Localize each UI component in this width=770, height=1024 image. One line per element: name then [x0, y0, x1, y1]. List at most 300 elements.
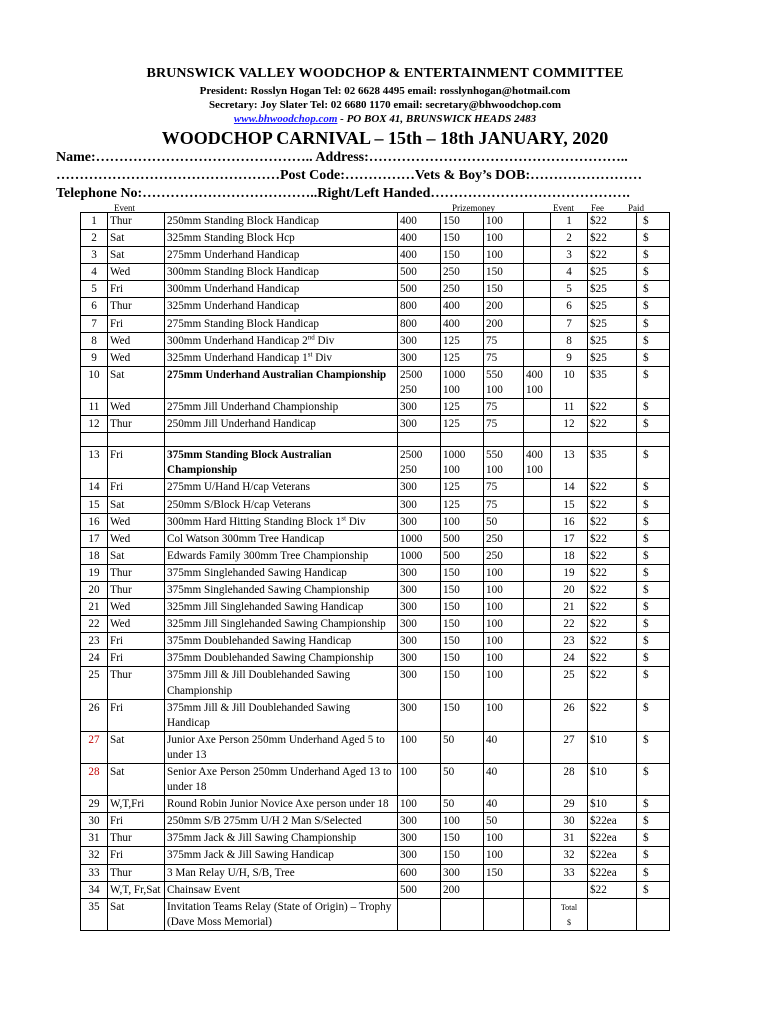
- row-prize-2: 150: [441, 581, 484, 598]
- row-event-number: 15: [551, 496, 588, 513]
- row-prize-2: 500: [441, 530, 484, 547]
- row-prize-2: 150: [441, 599, 484, 616]
- row-fee: $22: [588, 564, 637, 581]
- row-fee: $22: [588, 633, 637, 650]
- row-prize-4: [524, 349, 551, 366]
- row-fee: $22: [588, 547, 637, 564]
- row-paid[interactable]: $: [637, 864, 670, 881]
- row-prize-4: [524, 813, 551, 830]
- row-event-name: 3 Man Relay U/H, S/B, Tree: [165, 864, 398, 881]
- row-number: 14: [81, 479, 108, 496]
- row-prize-1: 400: [398, 213, 441, 230]
- spacer-cell: [81, 433, 108, 447]
- row-prize-2: 200: [441, 881, 484, 898]
- table-row: [81, 547, 670, 564]
- row-paid[interactable]: $: [637, 230, 670, 247]
- row-paid[interactable]: $: [637, 298, 670, 315]
- row-paid[interactable]: $: [637, 581, 670, 598]
- row-prize-3: 40: [484, 796, 524, 813]
- table-row: [81, 796, 670, 813]
- row-prize-4: [524, 830, 551, 847]
- table-row: [81, 699, 670, 731]
- events-table: [80, 212, 670, 931]
- row-event-name: 375mm Singlehanded Sawing Championship: [165, 581, 398, 598]
- row-day: Sat: [108, 496, 165, 513]
- row-number: 3: [81, 247, 108, 264]
- row-event-name: 300mm Underhand Handicap: [165, 281, 398, 298]
- row-event-number: 17: [551, 530, 588, 547]
- row-event-number: 32: [551, 847, 588, 864]
- row-event-name: 375mm Standing Block Australian Championship: [165, 447, 398, 479]
- row-day: Fri: [108, 813, 165, 830]
- table-row: [81, 813, 670, 830]
- row-paid[interactable]: $: [637, 881, 670, 898]
- row-prize-1: 300: [398, 699, 441, 731]
- row-paid[interactable]: [637, 898, 670, 930]
- row-paid[interactable]: $: [637, 264, 670, 281]
- row-fee: $25: [588, 332, 637, 349]
- row-event-name: Edwards Family 300mm Tree Championship: [165, 547, 398, 564]
- row-prize-2: 150: [441, 667, 484, 699]
- row-day: W,T,Fri: [108, 796, 165, 813]
- row-prize-1: [398, 898, 441, 930]
- row-prize-1: 300: [398, 564, 441, 581]
- row-day: Sat: [108, 898, 165, 930]
- row-paid[interactable]: $: [637, 213, 670, 230]
- row-prize-4: [524, 898, 551, 930]
- row-day: Thur: [108, 581, 165, 598]
- table-row: [81, 315, 670, 332]
- row-prize-3: 550 100: [484, 366, 524, 398]
- row-day: Sat: [108, 764, 165, 796]
- row-prize-2: 100: [441, 513, 484, 530]
- row-day: Sat: [108, 230, 165, 247]
- row-day: Fri: [108, 447, 165, 479]
- row-day: Sat: [108, 547, 165, 564]
- row-prize-3: [484, 898, 524, 930]
- row-prize-4: [524, 547, 551, 564]
- row-prize-2: 150: [441, 650, 484, 667]
- col-head-paid: Paid: [628, 203, 645, 213]
- row-fee: $22: [588, 213, 637, 230]
- row-fee: $22: [588, 650, 637, 667]
- row-event-name: Junior Axe Person 250mm Underhand Aged 5 to under 13: [165, 731, 398, 763]
- row-prize-1: 100: [398, 796, 441, 813]
- row-prize-1: 300: [398, 633, 441, 650]
- row-event-name: 275mm Underhand Handicap: [165, 247, 398, 264]
- row-event-number: 19: [551, 564, 588, 581]
- row-paid[interactable]: $: [637, 416, 670, 433]
- form-line-name[interactable]: Name:……………………………………….. Address:………………………………………………..: [56, 150, 628, 165]
- row-prize-2: 1000 100: [441, 366, 484, 398]
- row-prize-3: 75: [484, 496, 524, 513]
- row-event-number: 18: [551, 547, 588, 564]
- row-event-name: 275mm Standing Block Handicap: [165, 315, 398, 332]
- row-prize-2: 150: [441, 230, 484, 247]
- row-number: 30: [81, 813, 108, 830]
- president-line: President: Rosslyn Hogan Tel: 02 6628 4495 email: rosslynhogan@hotmail.com: [199, 85, 571, 97]
- row-paid[interactable]: $: [637, 813, 670, 830]
- col-head-event: Event: [114, 203, 135, 213]
- row-prize-3: 100: [484, 633, 524, 650]
- row-prize-3: 100: [484, 599, 524, 616]
- row-number: 15: [81, 496, 108, 513]
- spacer-cell: [398, 433, 441, 447]
- row-day: Fri: [108, 650, 165, 667]
- row-paid[interactable]: $: [637, 513, 670, 530]
- row-event-name: 325mm Jill Singlehanded Sawing Handicap: [165, 599, 398, 616]
- spacer-cell: [551, 433, 588, 447]
- row-prize-3: 250: [484, 547, 524, 564]
- row-number: 17: [81, 530, 108, 547]
- row-prize-2: 150: [441, 213, 484, 230]
- row-day: Thur: [108, 564, 165, 581]
- table-row: [81, 581, 670, 598]
- row-prize-3: 100: [484, 830, 524, 847]
- row-fee: $22: [588, 699, 637, 731]
- row-prize-4: [524, 496, 551, 513]
- row-prize-1: 300: [398, 667, 441, 699]
- row-prize-3: 100: [484, 667, 524, 699]
- row-prize-1: 2500 250: [398, 447, 441, 479]
- row-fee: $22: [588, 247, 637, 264]
- secretary-line: Secretary: Joy Slater Tel: 02 6680 1170 email: secretary@bhwoodchop.com: [208, 99, 562, 111]
- row-day: Thur: [108, 667, 165, 699]
- table-row: [81, 399, 670, 416]
- row-prize-4: 400 100: [524, 366, 551, 398]
- row-event-number: Total $: [551, 898, 588, 930]
- row-prize-3: 50: [484, 513, 524, 530]
- table-row: [81, 650, 670, 667]
- row-day: Fri: [108, 315, 165, 332]
- row-prize-1: 300: [398, 496, 441, 513]
- row-prize-2: 50: [441, 764, 484, 796]
- row-fee: $25: [588, 349, 637, 366]
- row-prize-2: 100: [441, 813, 484, 830]
- row-prize-1: 300: [398, 581, 441, 598]
- row-event-number: 26: [551, 699, 588, 731]
- row-number: 32: [81, 847, 108, 864]
- row-fee: $22ea: [588, 847, 637, 864]
- row-number: 26: [81, 699, 108, 731]
- row-event-name: 375mm Singlehanded Sawing Handicap: [165, 564, 398, 581]
- spacer-cell: [441, 433, 484, 447]
- row-event-name: 250mm Standing Block Handicap: [165, 213, 398, 230]
- row-fee: $22: [588, 479, 637, 496]
- row-day: Thur: [108, 213, 165, 230]
- org-heading: BRUNSWICK VALLEY WOODCHOP & ENTERTAINMENT COMMITTEE: [146, 66, 624, 81]
- table-row: [81, 881, 670, 898]
- row-prize-1: 800: [398, 298, 441, 315]
- row-prize-1: 300: [398, 332, 441, 349]
- table-row: [81, 830, 670, 847]
- row-fee: $10: [588, 731, 637, 763]
- table-row: [81, 247, 670, 264]
- row-prize-2: 150: [441, 616, 484, 633]
- row-event-name: Senior Axe Person 250mm Underhand Aged 13 to under 18: [165, 764, 398, 796]
- table-row: [81, 298, 670, 315]
- row-paid[interactable]: $: [637, 830, 670, 847]
- row-prize-1: 100: [398, 764, 441, 796]
- row-paid[interactable]: $: [637, 349, 670, 366]
- row-paid[interactable]: $: [637, 281, 670, 298]
- row-paid[interactable]: $: [637, 447, 670, 479]
- row-day: Fri: [108, 699, 165, 731]
- row-prize-2: 125: [441, 399, 484, 416]
- row-paid[interactable]: $: [637, 564, 670, 581]
- row-number: 20: [81, 581, 108, 598]
- table-row: [81, 447, 670, 479]
- row-event-name: 250mm Jill Underhand Handicap: [165, 416, 398, 433]
- row-prize-4: [524, 633, 551, 650]
- form-line-postcode[interactable]: …………………………………………Post Code:……………Vets & Boy’s DOB:……………………: [56, 168, 643, 183]
- col-head-event-2: Event: [553, 203, 574, 213]
- row-day: Fri: [108, 281, 165, 298]
- row-prize-3: 100: [484, 581, 524, 598]
- table-row: [81, 530, 670, 547]
- row-fee: $22: [588, 530, 637, 547]
- row-prize-3: 40: [484, 731, 524, 763]
- row-event-name: 325mm Underhand Handicap 1st Div: [165, 349, 398, 366]
- row-fee: $22: [588, 513, 637, 530]
- row-paid[interactable]: $: [637, 247, 670, 264]
- row-event-name: 250mm S/Block H/cap Veterans: [165, 496, 398, 513]
- row-paid[interactable]: $: [637, 315, 670, 332]
- row-prize-3: 100: [484, 230, 524, 247]
- row-prize-2: 250: [441, 281, 484, 298]
- row-prize-3: 150: [484, 281, 524, 298]
- row-event-number: 22: [551, 616, 588, 633]
- row-prize-1: 300: [398, 830, 441, 847]
- row-day: Fri: [108, 633, 165, 650]
- row-prize-1: 300: [398, 813, 441, 830]
- row-prize-1: 300: [398, 847, 441, 864]
- row-fee: $22: [588, 230, 637, 247]
- row-paid[interactable]: $: [637, 847, 670, 864]
- table-row: [81, 864, 670, 881]
- table-row: [81, 633, 670, 650]
- row-prize-4: [524, 731, 551, 763]
- row-event-number: 3: [551, 247, 588, 264]
- row-day: Wed: [108, 616, 165, 633]
- row-number: 22: [81, 616, 108, 633]
- row-paid[interactable]: $: [637, 699, 670, 731]
- row-event-name: 375mm Jack & Jill Sawing Handicap: [165, 847, 398, 864]
- row-prize-3: 550 100: [484, 447, 524, 479]
- row-prize-4: [524, 599, 551, 616]
- row-number: 5: [81, 281, 108, 298]
- row-paid[interactable]: $: [637, 332, 670, 349]
- row-prize-1: 1000: [398, 530, 441, 547]
- form-line-telephone[interactable]: Telephone No:………………………………..Right/Left Handed…………………………………….: [56, 186, 630, 201]
- row-prize-4: [524, 281, 551, 298]
- row-paid[interactable]: $: [637, 399, 670, 416]
- row-event-number: 1: [551, 213, 588, 230]
- row-day: Wed: [108, 599, 165, 616]
- row-prize-2: 400: [441, 298, 484, 315]
- table-row: [81, 349, 670, 366]
- row-fee: $25: [588, 298, 637, 315]
- row-prize-1: 100: [398, 731, 441, 763]
- row-paid[interactable]: $: [637, 479, 670, 496]
- row-prize-2: 400: [441, 315, 484, 332]
- row-prize-2: 150: [441, 699, 484, 731]
- row-number: 35: [81, 898, 108, 930]
- table-row: [81, 731, 670, 763]
- row-number: 9: [81, 349, 108, 366]
- table-row: [81, 513, 670, 530]
- row-prize-3: 40: [484, 764, 524, 796]
- row-prize-1: 400: [398, 247, 441, 264]
- row-prize-4: [524, 513, 551, 530]
- row-prize-2: 125: [441, 496, 484, 513]
- row-prize-2: 250: [441, 264, 484, 281]
- table-row: [81, 616, 670, 633]
- row-prize-1: 300: [398, 650, 441, 667]
- row-fee: $22: [588, 496, 637, 513]
- row-paid[interactable]: $: [637, 366, 670, 398]
- row-event-number: 8: [551, 332, 588, 349]
- row-prize-1: 800: [398, 315, 441, 332]
- row-prize-3: 75: [484, 332, 524, 349]
- row-fee: $10: [588, 796, 637, 813]
- row-prize-4: [524, 616, 551, 633]
- row-prize-3: 100: [484, 247, 524, 264]
- row-event-name: 300mm Underhand Handicap 2nd Div: [165, 332, 398, 349]
- row-event-number: 11: [551, 399, 588, 416]
- row-paid[interactable]: $: [637, 650, 670, 667]
- row-prize-1: 300: [398, 349, 441, 366]
- row-event-number: 5: [551, 281, 588, 298]
- website-link[interactable]: www.bhwoodchop.com: [233, 113, 338, 125]
- row-paid[interactable]: $: [637, 547, 670, 564]
- row-paid[interactable]: $: [637, 616, 670, 633]
- spacer-cell: [637, 433, 670, 447]
- row-fee: $25: [588, 281, 637, 298]
- row-event-name: 300mm Hard Hitting Standing Block 1st Div: [165, 513, 398, 530]
- row-number: 24: [81, 650, 108, 667]
- row-prize-1: 300: [398, 616, 441, 633]
- row-paid[interactable]: $: [637, 496, 670, 513]
- row-fee: $22ea: [588, 864, 637, 881]
- row-event-number: 4: [551, 264, 588, 281]
- row-event-number: 25: [551, 667, 588, 699]
- row-paid[interactable]: $: [637, 764, 670, 796]
- row-day: Fri: [108, 847, 165, 864]
- row-event-number: 6: [551, 298, 588, 315]
- row-event-number: 23: [551, 633, 588, 650]
- row-prize-2: 150: [441, 564, 484, 581]
- row-paid[interactable]: $: [637, 530, 670, 547]
- row-prize-2: 500: [441, 547, 484, 564]
- row-day: Sat: [108, 247, 165, 264]
- row-event-number: 7: [551, 315, 588, 332]
- row-event-number: 13: [551, 447, 588, 479]
- row-event-name: 375mm Jill & Jill Doublehanded Sawing Handicap: [165, 699, 398, 731]
- row-prize-4: [524, 332, 551, 349]
- row-number: 25: [81, 667, 108, 699]
- row-day: Thur: [108, 298, 165, 315]
- row-prize-3: 75: [484, 416, 524, 433]
- row-number: 33: [81, 864, 108, 881]
- row-number: 34: [81, 881, 108, 898]
- row-event-name: 375mm Doublehanded Sawing Championship: [165, 650, 398, 667]
- table-row: [81, 847, 670, 864]
- row-event-number: 2: [551, 230, 588, 247]
- row-fee: $22: [588, 667, 637, 699]
- row-prize-4: [524, 864, 551, 881]
- row-day: W,T, Fr,Sat: [108, 881, 165, 898]
- row-prize-4: [524, 213, 551, 230]
- row-number: 12: [81, 416, 108, 433]
- row-fee: $22: [588, 399, 637, 416]
- row-prize-3: 250: [484, 530, 524, 547]
- row-event-number: 27: [551, 731, 588, 763]
- row-prize-1: 300: [398, 416, 441, 433]
- row-event-name: Round Robin Junior Novice Axe person under 18: [165, 796, 398, 813]
- row-prize-4: [524, 264, 551, 281]
- row-prize-1: 300: [398, 399, 441, 416]
- row-event-number: 29: [551, 796, 588, 813]
- col-head-fee: Fee: [591, 203, 604, 213]
- row-day: Sat: [108, 731, 165, 763]
- row-event-number: 33: [551, 864, 588, 881]
- row-event-number: 30: [551, 813, 588, 830]
- row-event-number: 21: [551, 599, 588, 616]
- row-prize-3: 100: [484, 847, 524, 864]
- row-event-name: 250mm S/B 275mm U/H 2 Man S/Selected: [165, 813, 398, 830]
- row-fee: $22: [588, 416, 637, 433]
- row-prize-4: 400 100: [524, 447, 551, 479]
- row-event-name: 275mm U/Hand H/cap Veterans: [165, 479, 398, 496]
- row-paid[interactable]: $: [637, 599, 670, 616]
- row-fee: $10: [588, 764, 637, 796]
- row-prize-4: [524, 416, 551, 433]
- row-prize-1: 1000: [398, 547, 441, 564]
- row-prize-1: 300: [398, 479, 441, 496]
- row-number: 1: [81, 213, 108, 230]
- row-prize-2: 125: [441, 332, 484, 349]
- row-number: 21: [81, 599, 108, 616]
- row-paid[interactable]: $: [637, 731, 670, 763]
- row-event-number: 12: [551, 416, 588, 433]
- row-paid[interactable]: $: [637, 633, 670, 650]
- row-prize-2: 125: [441, 349, 484, 366]
- table-row: [81, 230, 670, 247]
- row-number: 6: [81, 298, 108, 315]
- page-title: WOODCHOP CARNIVAL – 15th – 18th JANUARY, 2020: [161, 128, 609, 148]
- table-row: [81, 332, 670, 349]
- table-row: [81, 764, 670, 796]
- col-head-prizemoney: Prizemoney: [452, 203, 495, 213]
- row-prize-3: 150: [484, 264, 524, 281]
- row-paid[interactable]: $: [637, 796, 670, 813]
- row-event-name: 325mm Standing Block Hcp: [165, 230, 398, 247]
- row-prize-3: 100: [484, 616, 524, 633]
- row-paid[interactable]: $: [637, 667, 670, 699]
- row-number: 19: [81, 564, 108, 581]
- row-event-number: 14: [551, 479, 588, 496]
- row-prize-1: 500: [398, 881, 441, 898]
- row-event-number: 28: [551, 764, 588, 796]
- row-event-number: [551, 881, 588, 898]
- row-event-name: 375mm Jill & Jill Doublehanded Sawing Championship: [165, 667, 398, 699]
- row-number: 4: [81, 264, 108, 281]
- spacer-cell: [165, 433, 398, 447]
- row-event-name: Invitation Teams Relay (State of Origin) – Trophy (Dave Moss Memorial): [165, 898, 398, 930]
- po-box-text: - PO BOX 41, BRUNSWICK HEADS 2483: [337, 113, 537, 125]
- row-number: 11: [81, 399, 108, 416]
